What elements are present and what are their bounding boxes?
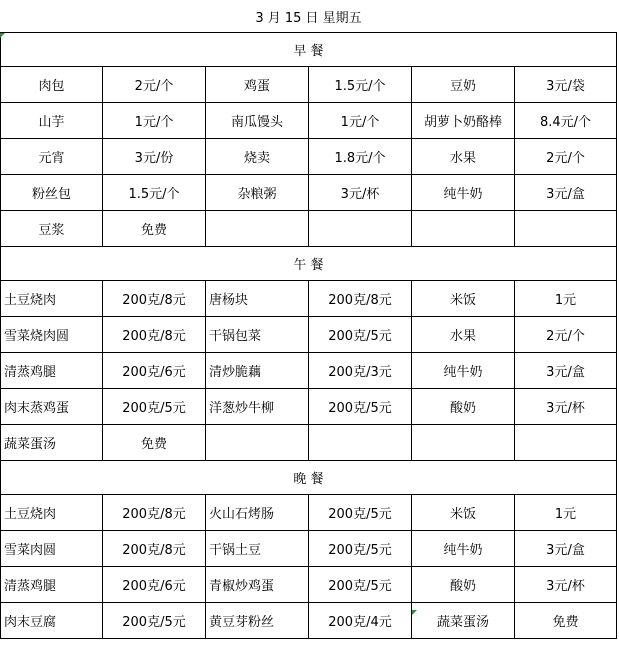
menu-item-price: 200克/5元 xyxy=(309,531,412,567)
menu-item-price: 2元/个 xyxy=(515,317,617,353)
menu-item-name: 粉丝包 xyxy=(1,175,103,211)
table-row xyxy=(1,67,617,103)
menu-item-price: 1元/个 xyxy=(309,103,412,139)
menu-item-name: 清蒸鸡腿 xyxy=(1,353,103,389)
menu-item-price: 200克/8元 xyxy=(103,531,206,567)
menu-item-price: 200克/6元 xyxy=(103,353,206,389)
table-row xyxy=(1,139,617,175)
menu-item-price: 200克/5元 xyxy=(309,495,412,531)
date-title-row xyxy=(1,0,617,33)
menu-item-price: 3元/盒 xyxy=(515,531,617,567)
date-title: 3 月 15 日 星期五 xyxy=(1,0,617,33)
menu-item-price: 3元/份 xyxy=(103,139,206,175)
menu-item-price: 200克/5元 xyxy=(309,567,412,603)
menu-item-name: 雪菜肉圆 xyxy=(1,531,103,567)
menu-item-price: 免费 xyxy=(515,603,617,639)
menu-item-price xyxy=(515,211,617,247)
menu-item-price: 3元/杯 xyxy=(515,389,617,425)
menu-item-name: 洋葱炒牛柳 xyxy=(206,389,309,425)
menu-item-name: 肉包 xyxy=(1,67,103,103)
menu-item-price: 1元 xyxy=(515,495,617,531)
lunch-heading-row xyxy=(1,247,617,281)
menu-item-price: 免费 xyxy=(103,425,206,461)
menu-item-name: 青椒炒鸡蛋 xyxy=(206,567,309,603)
menu-item-name: 蔬菜蛋汤 xyxy=(412,603,515,639)
menu-item-name: 土豆烧肉 xyxy=(1,495,103,531)
menu-item-name: 清炒脆藕 xyxy=(206,353,309,389)
menu-item-price: 200克/8元 xyxy=(103,317,206,353)
menu-item-price: 200克/5元 xyxy=(103,603,206,639)
menu-item-price: 1元 xyxy=(515,281,617,317)
menu-item-name: 酸奶 xyxy=(412,567,515,603)
menu-item-price: 200克/5元 xyxy=(103,389,206,425)
menu-item-name: 干锅包菜 xyxy=(206,317,309,353)
menu-item-name: 干锅土豆 xyxy=(206,531,309,567)
menu-item-name xyxy=(206,425,309,461)
menu-item-price: 免费 xyxy=(103,211,206,247)
menu-item-name: 肉末蒸鸡蛋 xyxy=(1,389,103,425)
menu-item-name xyxy=(412,211,515,247)
menu-item-price: 1.8元/个 xyxy=(309,139,412,175)
table-row xyxy=(1,389,617,425)
menu-item-price: 200克/4元 xyxy=(309,603,412,639)
menu-item-price: 200克/5元 xyxy=(309,317,412,353)
menu-item-price xyxy=(515,425,617,461)
table-row xyxy=(1,175,617,211)
table-row xyxy=(1,425,617,461)
table-row xyxy=(1,317,617,353)
dinner-heading: 晚 餐 xyxy=(1,461,617,495)
menu-item-price: 3元/袋 xyxy=(515,67,617,103)
menu-item-price xyxy=(309,425,412,461)
menu-item-name: 清蒸鸡腿 xyxy=(1,567,103,603)
breakfast-heading: 早 餐 xyxy=(1,33,617,67)
lunch-heading: 午 餐 xyxy=(1,247,617,281)
menu-item-name: 肉末豆腐 xyxy=(1,603,103,639)
table-row xyxy=(1,495,617,531)
menu-item-name: 水果 xyxy=(412,317,515,353)
table-row xyxy=(1,603,617,639)
menu-item-price xyxy=(309,211,412,247)
menu-item-price: 200克/8元 xyxy=(103,495,206,531)
menu-item-price: 3元/杯 xyxy=(515,567,617,603)
menu-item-name: 元宵 xyxy=(1,139,103,175)
menu-item-name: 黄豆芽粉丝 xyxy=(206,603,309,639)
menu-item-price: 3元/盒 xyxy=(515,175,617,211)
menu-item-price: 2元/个 xyxy=(515,139,617,175)
menu-item-price: 2元/个 xyxy=(103,67,206,103)
table-row xyxy=(1,103,617,139)
table-row xyxy=(1,211,617,247)
menu-item-name: 杂粮粥 xyxy=(206,175,309,211)
breakfast-heading-row xyxy=(1,33,617,67)
menu-item-name: 豆奶 xyxy=(412,67,515,103)
table-row xyxy=(1,353,617,389)
menu-item-price: 200克/3元 xyxy=(309,353,412,389)
menu-item-name: 山芋 xyxy=(1,103,103,139)
menu-item-name: 烧卖 xyxy=(206,139,309,175)
menu-item-price: 200克/8元 xyxy=(103,281,206,317)
menu-item-price: 200克/6元 xyxy=(103,567,206,603)
menu-item-name: 水果 xyxy=(412,139,515,175)
menu-item-name: 纯牛奶 xyxy=(412,353,515,389)
menu-item-name: 米饭 xyxy=(412,281,515,317)
menu-item-price: 1.5元/个 xyxy=(309,67,412,103)
corner-marker-dinner xyxy=(412,610,417,615)
menu-item-price: 200克/5元 xyxy=(309,389,412,425)
menu-item-price: 200克/8元 xyxy=(309,281,412,317)
menu-item-price: 3元/盒 xyxy=(515,353,617,389)
menu-table-body xyxy=(1,0,617,639)
menu-item-name: 鸡蛋 xyxy=(206,67,309,103)
menu-item-name: 唐杨块 xyxy=(206,281,309,317)
menu-item-name: 蔬菜蛋汤 xyxy=(1,425,103,461)
table-row xyxy=(1,567,617,603)
dinner-heading-row xyxy=(1,461,617,495)
menu-item-name: 土豆烧肉 xyxy=(1,281,103,317)
table-row xyxy=(1,531,617,567)
menu-item-price: 8.4元/个 xyxy=(515,103,617,139)
menu-item-name xyxy=(206,211,309,247)
menu-item-price: 1元/个 xyxy=(103,103,206,139)
menu-item-name: 酸奶 xyxy=(412,389,515,425)
menu-item-name xyxy=(412,425,515,461)
menu-item-name: 纯牛奶 xyxy=(412,531,515,567)
menu-item-name: 雪菜烧肉圆 xyxy=(1,317,103,353)
menu-item-price: 3元/杯 xyxy=(309,175,412,211)
menu-item-name: 纯牛奶 xyxy=(412,175,515,211)
menu-item-name: 豆浆 xyxy=(1,211,103,247)
menu-item-name: 南瓜馒头 xyxy=(206,103,309,139)
menu-item-name: 米饭 xyxy=(412,495,515,531)
table-row xyxy=(1,281,617,317)
menu-item-price: 1.5元/个 xyxy=(103,175,206,211)
menu-item-name: 胡萝卜奶酪棒 xyxy=(412,103,515,139)
menu-item-name: 火山石烤肠 xyxy=(206,495,309,531)
corner-marker-top-left xyxy=(0,33,5,38)
